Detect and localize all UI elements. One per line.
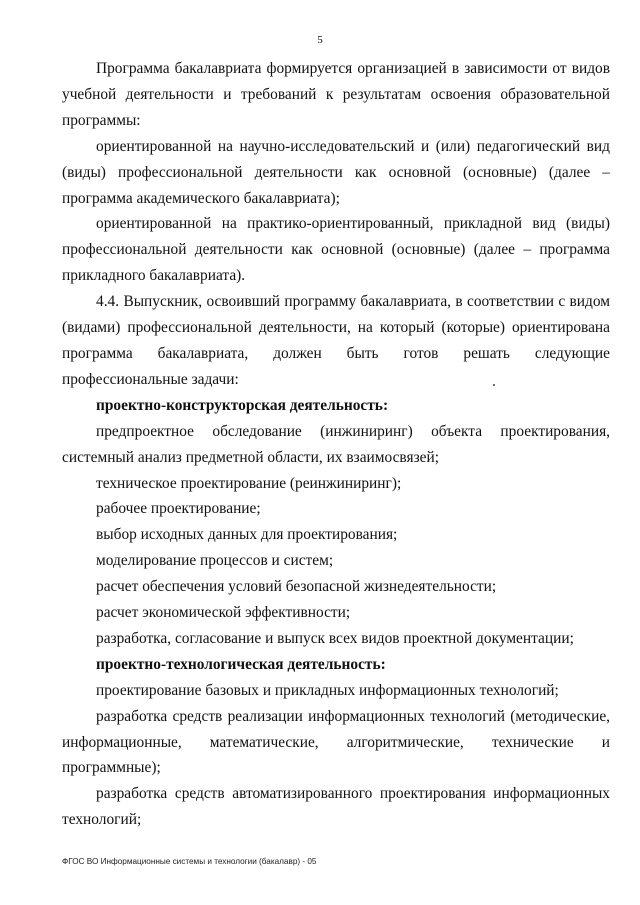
list-item: расчет экономической эффективности; <box>96 604 351 622</box>
list-item: рабочее проектирование; <box>96 500 261 518</box>
list-item: моделирование процессов и систем; <box>96 552 334 570</box>
list-item: проектирование базовых и прикладных информационных технологий; <box>96 681 559 699</box>
scan-speck <box>493 384 495 386</box>
paragraph-4-4: 4.4. Выпускник, освоивший программу бакалавриата, в соответствии с видом (видами) профессиональной деятельности, на который (которые) ориентирована программа бакалавриата, должен быть готов решать следующие профессиональные задачи: <box>62 293 610 388</box>
section-heading-technology: проектно-технологическая деятельность: <box>96 655 386 673</box>
paragraph-academic-bachelor: ориентированной на научно-исследовательский и (или) педагогический вид (виды) профессиональной деятельности как основной (основные) (далее – программа академического бакалавриата); <box>62 137 610 207</box>
list-item: предпроектное обследование (инжиниринг) объекта проектирования, системный анализ предметной области, их взаимосвязей; <box>62 422 610 466</box>
list-item: выбор исходных данных для проектирования; <box>96 526 398 544</box>
paragraph-applied-bachelor: ориентированной на практико-ориентированный, прикладной вид (виды) профессиональной деятельности как основной (основные) (далее – программа прикладного бакалавриата). <box>62 215 610 285</box>
list-item: расчет обеспечения условий безопасной жизнедеятельности; <box>96 578 497 596</box>
list-item: разработка, согласование и выпуск всех видов проектной документации; <box>96 629 574 647</box>
list-item: техническое проектирование (реинжиниринг); <box>96 474 402 492</box>
section-heading-design: проектно-конструкторская деятельность: <box>96 396 389 414</box>
page-number: 5 <box>317 34 323 46</box>
list-item: разработка средств реализации информационных технологий (методические, информационные, математические, алгоритмические, технические и программные); <box>62 707 610 777</box>
footer-document-code: ФГОС ВО Информационные системы и технологии (бакалавр) - 05 <box>62 857 317 866</box>
list-item: разработка средств автоматизированного проектирования информационных технологий; <box>62 785 610 829</box>
paragraph-intro: Программа бакалавриата формируется организацией в зависимости от видов учебной деятельности и требований к результатам освоения образовательной программы: <box>62 60 610 129</box>
document-body <box>62 56 610 833</box>
